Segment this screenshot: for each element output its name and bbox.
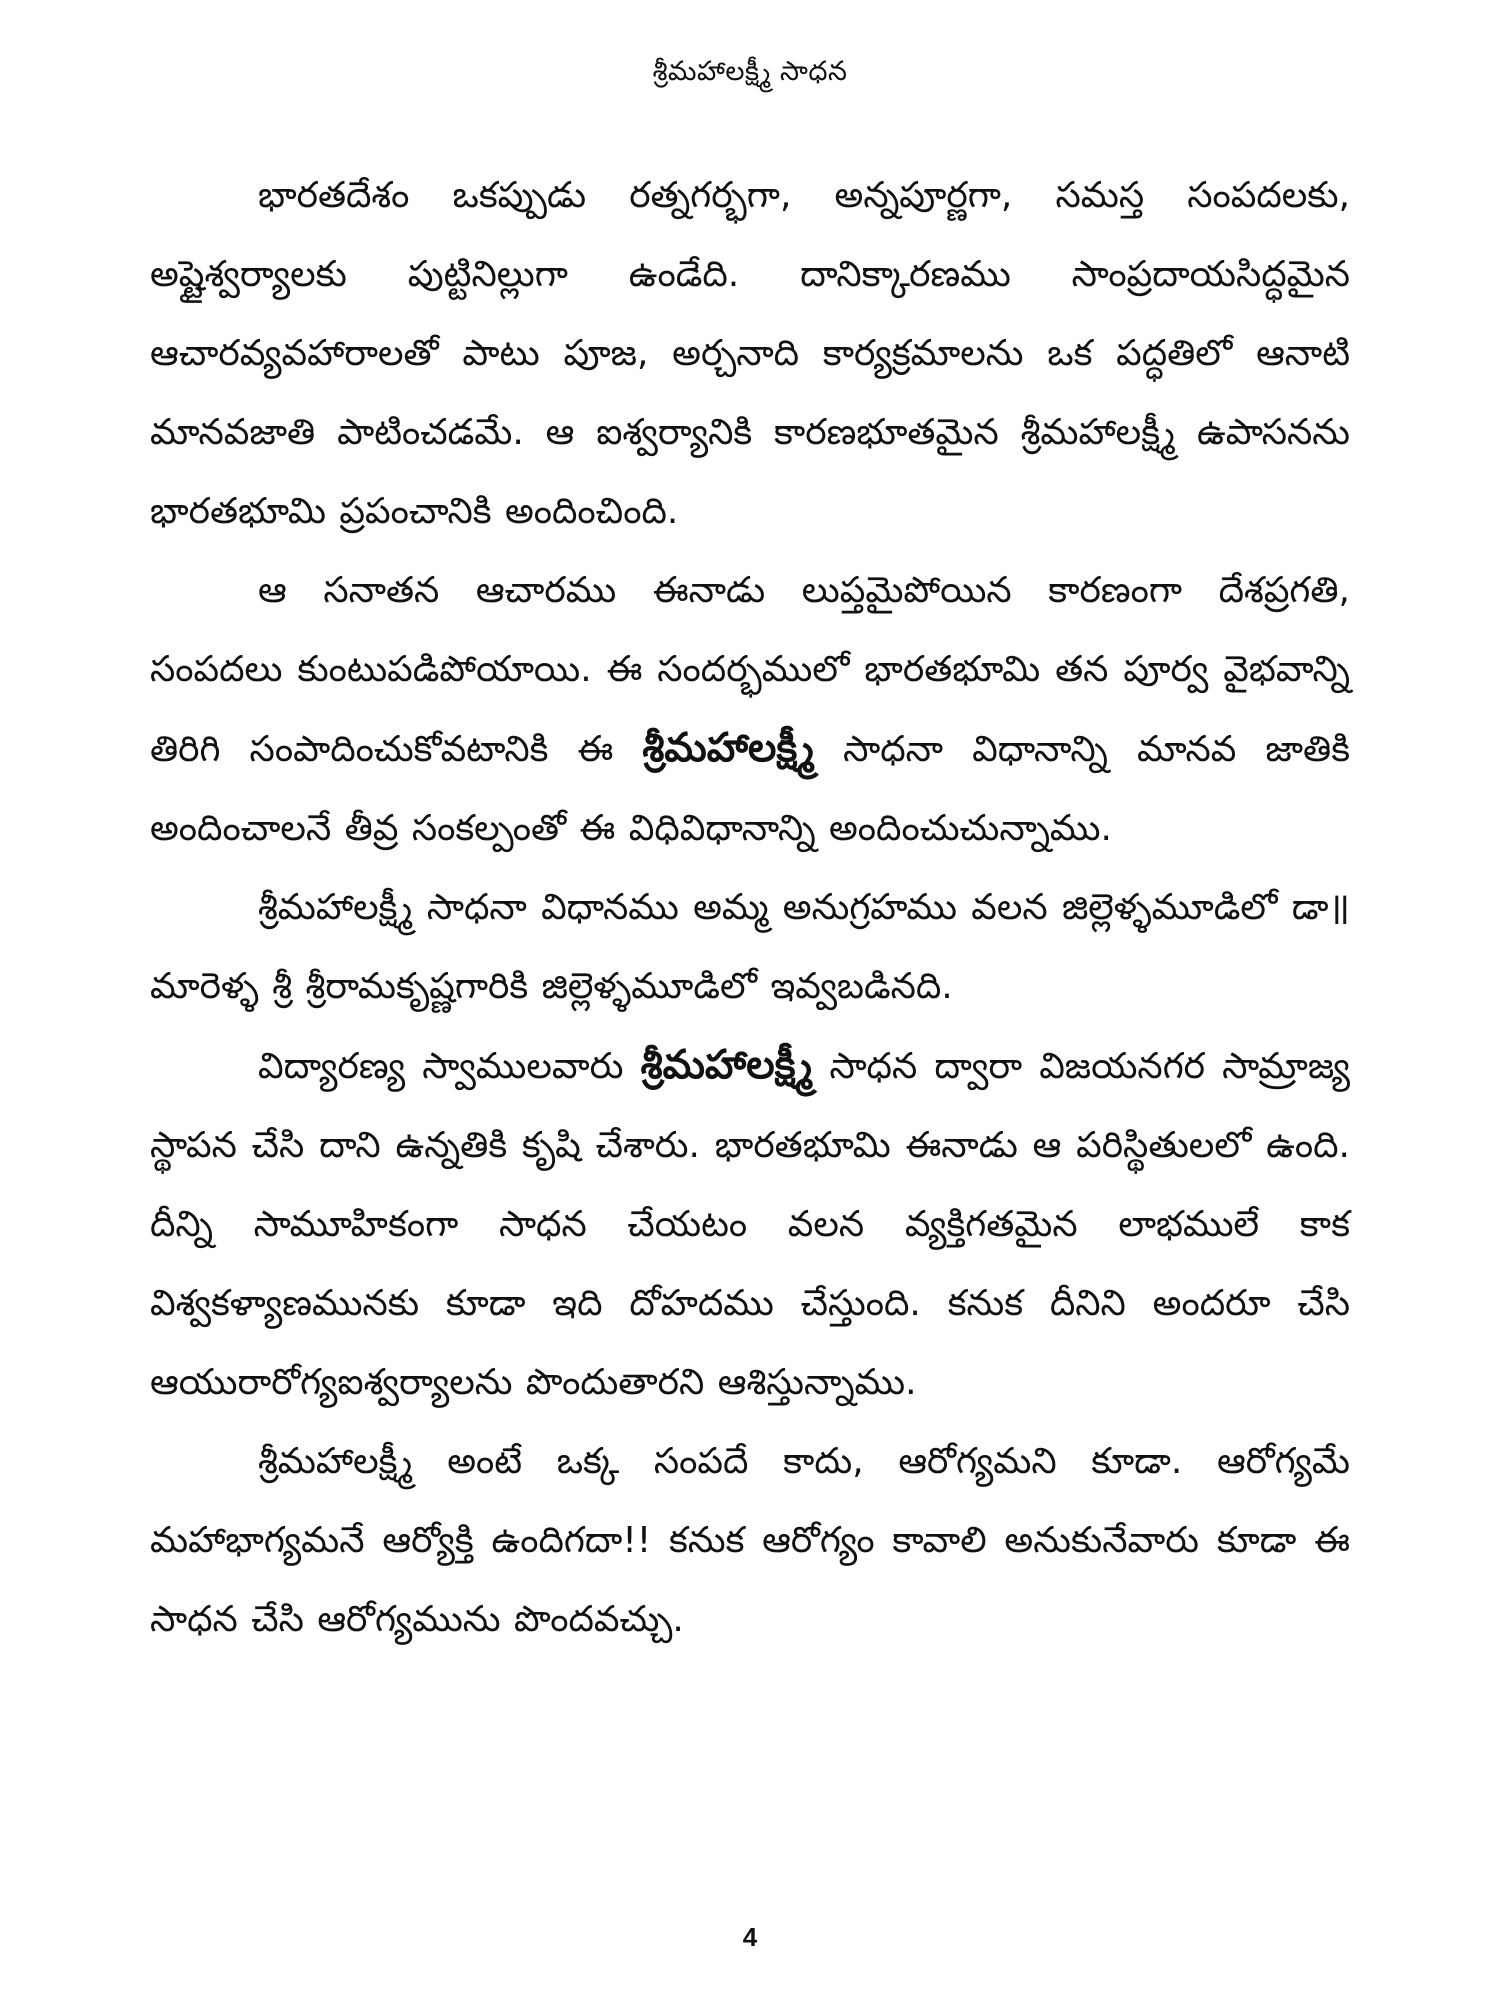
paragraph-4-bold-term: శ్రీమహాలక్ష్మీ [640, 1042, 813, 1088]
paragraph-4-text-end: సాధన ద్వారా విజయనగర సామ్రాజ్య స్థాపన చేసి దాని ఉన్నతికి కృషి చేశారు. భారతభూమి ఈనాడు ఆ పరిస్థితులలో ఉంది. దీన్ని సామూహికంగా సాధన చేయటం వలన వ్యక్తిగతమైన లాభములే కాక విశ్వకళ్యాణమునకు కూడా ఇది దోహదము చేస్తుంది. కనుక దీనిని అందరూ చేసి ఆయురారోగ్యఐశ్వర్యాలను పొందుతారని ఆశిస్తున్నాము. [150, 1046, 1351, 1403]
paragraph-4-text-start: విద్యారణ్య స్వాములవారు [258, 1046, 641, 1087]
paragraph-4 [150, 1026, 1350, 1422]
document-body [150, 156, 1350, 1659]
paragraph-3: శ్రీమహాలక్ష్మీ సాధనా విధానము అమ్మ అనుగ్రహము వలన జిల్లెళ్ళమూడిలో డా॥ మారెళ్ళ శ్రీ శ్రీరామకృష్ణగారికి జిల్లెళ్ళమూడిలో ఇవ్వబడినది. [150, 887, 1350, 1007]
paragraph-2-bold-term: శ్రీమహాలక్ష్మీ [642, 725, 815, 771]
paragraph-5: శ్రీమహాలక్ష్మీ అంటే ఒక్క సంపదే కాదు, ఆరోగ్యమని కూడా. ఆరోగ్యమే మహాభాగ్యమనే ఆర్యోక్తి ఉందిగదా!! కనుక ఆరోగ్యం కావాలి అనుకునేవారు కూడా ఈ సాధన చేసి ఆరోగ్యమును పొందవచ్చు. [150, 1441, 1350, 1640]
page-number: 4 [742, 1922, 758, 1952]
paragraph-2-text-start: ఆ సనాతన ఆచారము ఈనాడు లుప్తమైపోయిన కారణంగా దేశప్రగతి, సంపదలు కుంటుపడిపోయాయి. ఈ సందర్భములో భారతభూమి తన పూర్వ వైభవాన్ని తిరిగి సంపాదించుకోవటానికి ఈ [150, 570, 1350, 770]
paragraph-1: భారతదేశం ఒకప్పుడు రత్నగర్భగా, అన్నపూర్ణగా, సమస్త సంపదలకు, అష్టైశ్వర్యాలకు పుట్టినిల్లుగా ఉండేది. దానిక్కారణము సాంప్రదాయసిద్ధమైన ఆచారవ్యవహారాలతో పాటు పూజ, అర్చనాది కార్యక్రమాలను ఒక పద్ధతిలో ఆనాటి మానవజాతి పాటించడమే. ఆ ఐశ్వర్యానికి కారణభూతమైన శ్రీమహాలక్ష్మీ ఉపాసనను భారతభూమి ప్రపంచానికి అందించింది. [150, 175, 1350, 532]
paragraph-2 [150, 551, 1350, 868]
paragraph-2-text-end: సాధనా విధానాన్ని మానవ జాతికి అందించాలనే తీవ్ర సంకల్పంతో ఈ విధివిధానాన్ని అందించుచున్నాము. [150, 729, 1350, 849]
page-header-title: శ్రీమహాలక్ష్మీ సాధన [652, 56, 848, 87]
